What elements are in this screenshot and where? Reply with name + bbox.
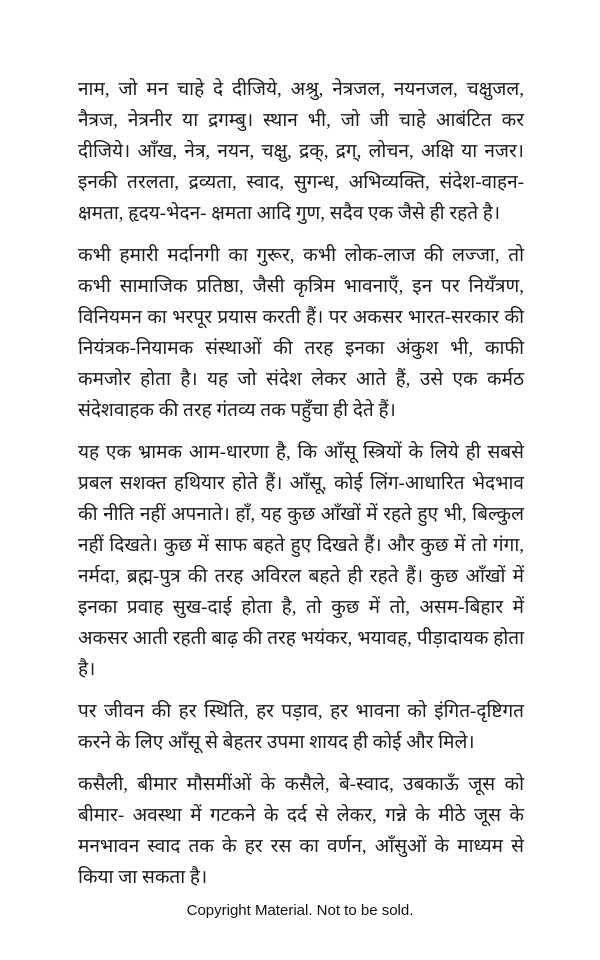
paragraph-4: पर जीवन की हर स्थिति, हर पड़ाव, हर भावना को इंगित-दृष्टिगत करने के लिए आँसू से बेहतर उपमा शायद ही कोई और मिले।: [78, 701, 524, 753]
copyright-notice: Copyright Material. Not to be sold.: [186, 902, 414, 919]
paragraph-5: कसैली, बीमार मौसमींओं के कसैले, बे-स्वाद, उबकाऊँ जूस को बीमार- अवस्था में गटकने के दर्द से लेकर, गन्ने के मीठे जूस के मनभावन स्वाद तक के हर रस का वर्णन, आँसुओं के माध्यम से किया जा सकता है।: [78, 774, 524, 888]
paragraph-3: यह एक भ्रामक आम-धारणा है, कि आँसू स्त्रियों के लिये ही सबसे प्रबल सशक्त हथियार होते हैं। आँसू, कोई लिंग-आधारित भेदभाव की नीति नहीं अपनाते। हाँ, यह कुछ आँखों में रहते हुए भी, बिल्कुल नहीं दिखते। कुछ में साफ बहते हुए दिखते हैं। और कुछ में तो गंगा, नर्मदा, ब्रह्म-पुत्र की तरह अविरल बहते ही रहते हैं। कुछ आँखों में इनका प्रवाह सुख-दाई होता है, तो कुछ में तो, असम-बिहार में अकसर आती रहती बाढ़ की तरह भयंकर, भयावह, पीड़ादायक होता है।: [78, 442, 524, 680]
body-text: [78, 74, 524, 904]
paragraph-2: कभी हमारी मर्दानगी का गुरूर, कभी लोक-लाज की लज्जा, तो कभी सामाजिक प्रतिष्ठा, जैसी कृत्रिम भावनाएँ, इन पर नियँत्रण, विनियमन का भरपूर प्रयास करती हैं। पर अकसर भारत-सरकार की नियंत्रक-नियामक संस्थाओं की तरह इनका अंकुश भी, काफी कमजोर होता है। यह जो संदेश लेकर आते हैं, उसे एक कर्मठ संदेशवाहक की तरह गंतव्य तक पहुँचा ही देते हैं।: [78, 245, 524, 421]
paragraph-1: नाम, जो मन चाहे दे दीजिये, अश्रु, नेत्रजल, नयनजल, चक्षुजल, नैत्रज, नेत्रनीर या द्रगम्बु। स्थान भी, जो जी चाहे आबंटित कर दीजिये। आँख, नेत्र, नयन, चक्षु, द्रक्, द्रग्, लोचन, अक्षि या नजर। इनकी तरलता, द्रव्यता, स्वाद, सुगन्ध, अभिव्यक्ति, संदेश-वाहन-क्षमता, हृदय-भेदन- क्षमता आदि गुण, सदैव एक जैसे ही रहते है।: [78, 79, 524, 224]
